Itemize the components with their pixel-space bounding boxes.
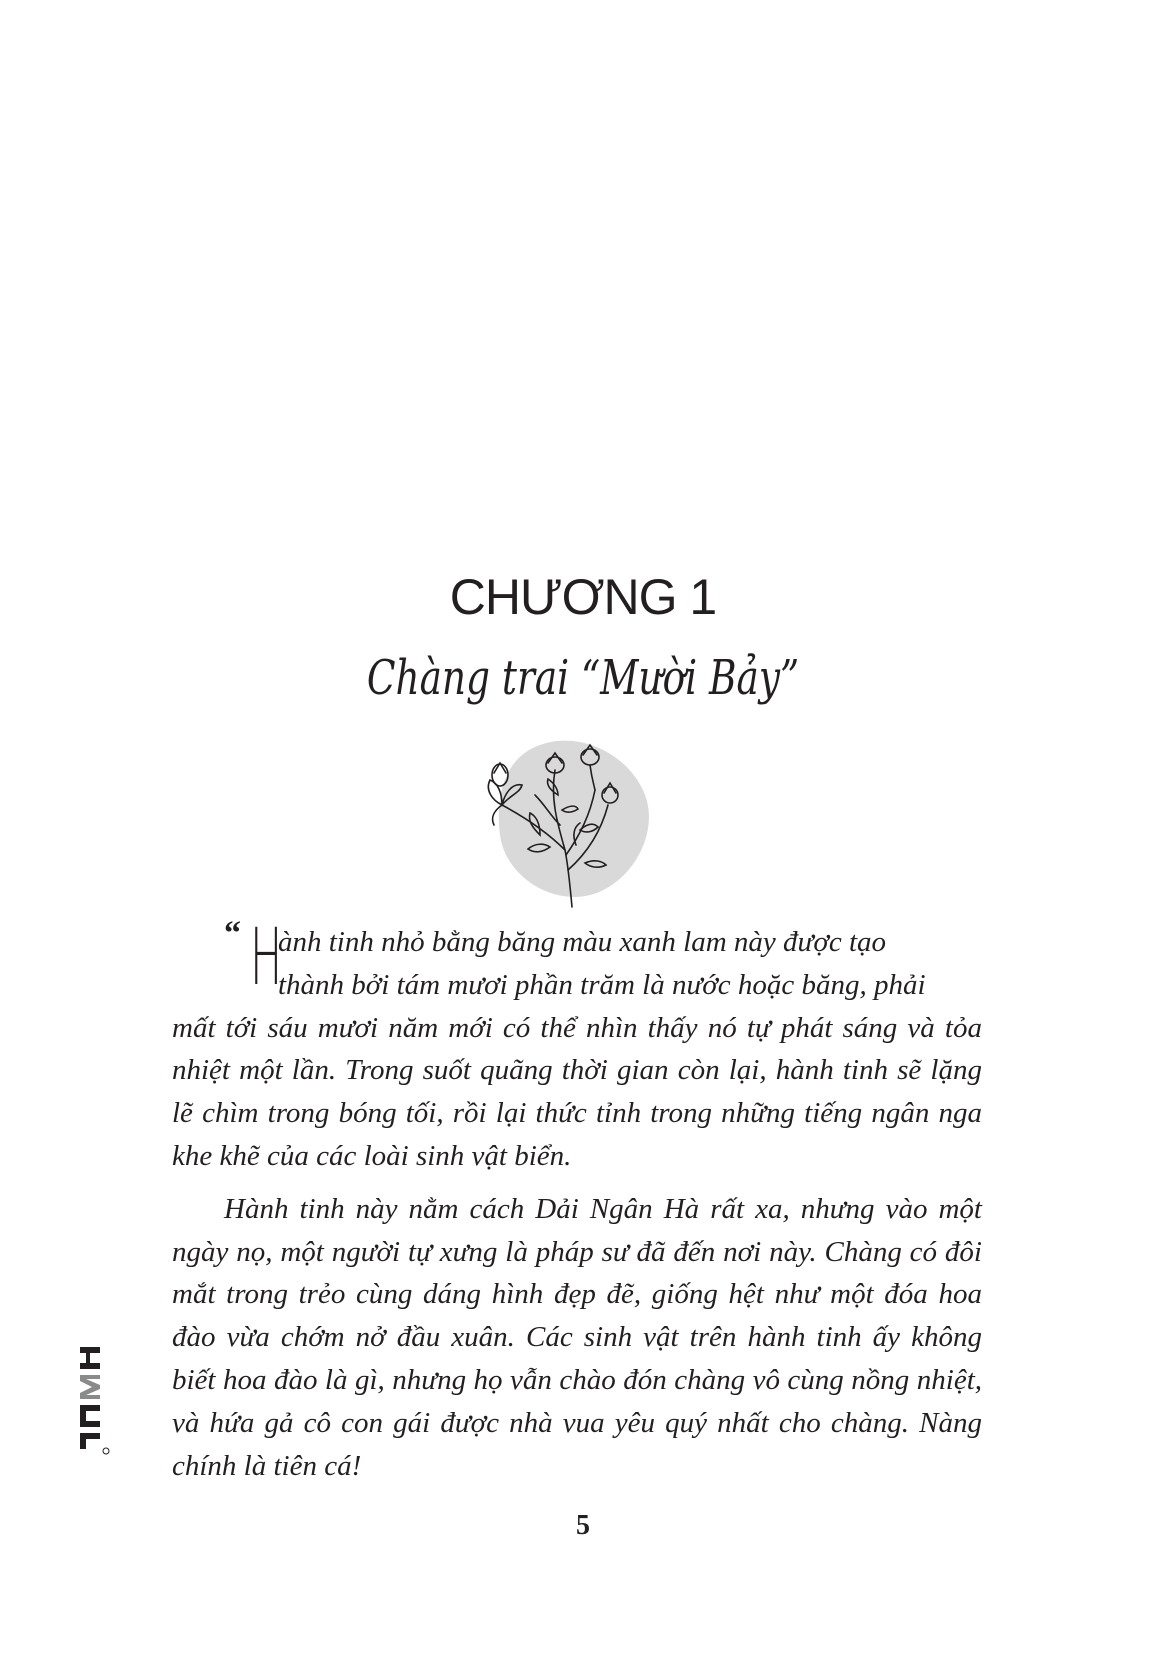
paragraph-1-line-1: ành tinh nhỏ bằng băng màu xanh lam này được tạo <box>278 926 887 958</box>
page-number: 5 <box>576 1510 590 1541</box>
flower-sprig-icon <box>480 735 670 910</box>
chapter-title: Chàng trai “Mười Bảy” <box>366 650 800 706</box>
paragraph-1-rest: mất tới sáu mươi năm mới có thể nhìn thấy nó tự phát sáng và tỏa nhiệt một lần. Trong suốt quãng thời gian còn lại, hành tinh sẽ lặng lẽ chìm trong bóng tối, rồi lại thức tỉnh trong những tiếng ngân nga khe khẽ của các loài sinh vật biển. <box>172 1011 982 1172</box>
opening-quote: “ <box>224 915 241 952</box>
paragraph-2: Hành tinh này nằm cách Dải Ngân Hà rất xa, nhưng vào một ngày nọ, một người tự xưng là pháp sư đã đến nơi này. Chàng có đôi mắt trong trẻo cùng dáng hình đẹp đẽ, giống hệt như một đóa hoa đào vừa chớm nở đầu xuân. Các sinh vật trên hành tinh ấy không biết hoa đào là gì, nhưng họ vẫn chào đón chàng vô cùng nồng nhiệt, và hứa gả cô con gái được nhà vua yêu quý nhất cho chàng. Nàng chính là tiên cá! <box>172 1192 982 1482</box>
body-text <box>172 913 982 1487</box>
ornament-blob <box>499 741 649 897</box>
chapter-label: CHƯƠNG 1 <box>449 569 717 625</box>
paragraph-1 <box>172 913 982 1178</box>
paragraph-1-line-2: thành bởi tám mươi phần trăm là nước hoặc băng, phải <box>278 968 926 1001</box>
drop-cap: H <box>250 913 283 1003</box>
amun-logo-icon <box>76 1345 120 1455</box>
